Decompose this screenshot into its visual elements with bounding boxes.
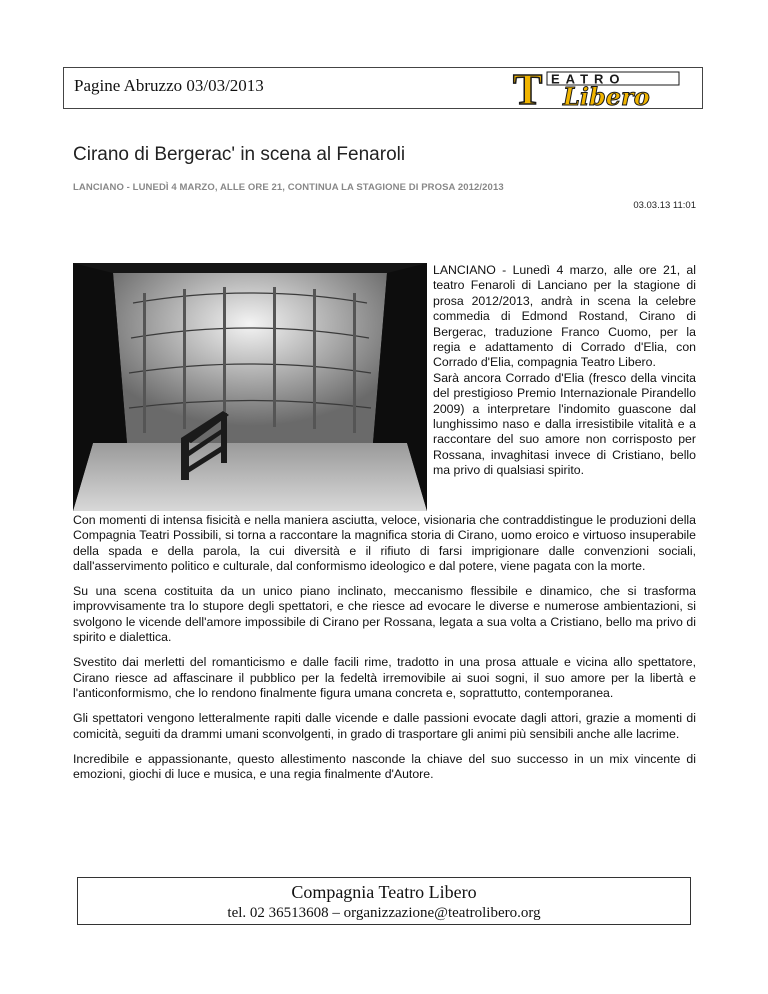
teatro-libero-logo [511, 68, 686, 108]
svg-text:EATRO: EATRO [551, 71, 626, 87]
body-paragraph: Svestito dai merletti del romanticismo e dalle facili rime, tradotto in una prosa attuale e vicina allo spettatore, Cirano riesce ad affascinare il pubblico per la fedeltà irremovibile ai suoi sogni, il suo amore per la libertà e l'anticonformismo, che lo rendono finalmente figura umana concreta e, soprattutto, contemporanea. [73, 655, 696, 700]
article-datetime: 03.03.13 11:01 [633, 200, 696, 211]
article-body [73, 513, 696, 792]
header-box [63, 67, 703, 109]
lead-paragraph: Sarà ancora Corrado d'Elia (fresco della vincita del prestigioso Premio Internazionale Pirandello 2009) a interpretare l'indomito guascone dal lunghissimo naso e dalla irresistibile vitalità e a raccontare del suo amore non corrisposto per Rossana, invaghitasi invece di Cristiano, bello ma privo di qualsiasi spirito. [433, 370, 696, 478]
svg-text:T: T [513, 68, 543, 108]
body-paragraph: Gli spettatori vengono letteralmente rapiti dalle vicende e dalle passioni evocate dagli attori, grazie a momenti di comicità, seguiti da drammi umani sconvolgenti, in grado di trasportare gli animi più sensibili anche alle lacrime. [73, 711, 696, 741]
body-paragraph: Incredibile e appassionante, questo allestimento nasconde la chiave del suo successo in un mix vincente di emozioni, giochi di luce e musica, e una regia finalmente d'Autore. [73, 751, 696, 782]
article-kicker: LANCIANO - LUNEDÌ 4 MARZO, ALLE ORE 21, CONTINUA LA STAGIONE DI PROSA 2012/2013 [73, 182, 504, 193]
theatre-photo [73, 263, 427, 511]
company-name: Compagnia Teatro Libero [291, 882, 477, 902]
svg-text:Libero: Libero [563, 82, 650, 108]
footer-box [77, 877, 691, 925]
header-title: Pagine Abruzzo 03/03/2013 [74, 76, 264, 95]
article-title: Cirano di Bergerac' in scena al Fenaroli [73, 144, 406, 165]
article-lead [433, 263, 696, 479]
body-paragraph: Su una scena costituita da un unico piano inclinato, meccanismo flessibile e dinamico, che si trasforma improvvisamente tra lo stupore degli spettatori, e che riesce ad evocare le diverse e numerose ambientazioni, si svolgono le vicende dell'amore impossibile di Cirano per Rossana, legata a sua volta a Cristiano, bello ma privo di spirito e dialettica. [73, 584, 696, 645]
body-paragraph: Con momenti di intensa fisicità e nella maniera asciutta, veloce, visionaria che contraddistingue le produzioni della Compagnia Teatri Possibili, si torna a raccontare la magnifica storia di Cirano, uomo eroico e virtuoso insuperabile della spada e della parola, la cui diversità e il rifiuto di farsi imprigionare dalle convenzioni sociali, dall'asservimento politico e culturale, dal conformismo ideologico e dal potere, viene pagata con la morte. [73, 513, 696, 573]
lead-paragraph: LANCIANO - Lunedì 4 marzo, alle ore 21, al teatro Fenaroli di Lanciano per la stagione di prosa 2012/2013, andrà in scena la celebre commedia di Edmond Rostand, Cirano di Bergerac, traduzione Franco Cuomo, per la regia e adattamento di Corrado d'Elia, con Corrado d'Elia, compagnia Teatro Libero. [433, 263, 696, 370]
company-contact: tel. 02 36513608 – organizzazione@teatrolibero.org [227, 905, 541, 921]
